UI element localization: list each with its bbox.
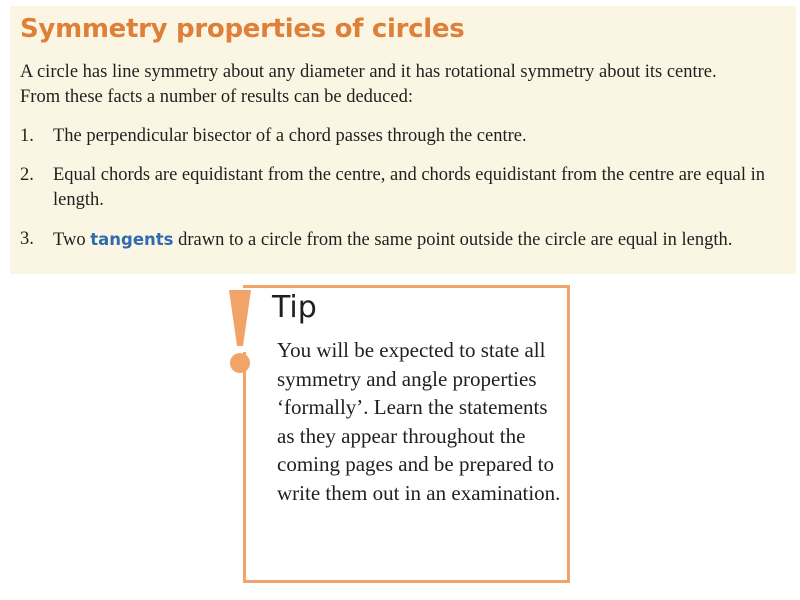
tip-text: You will be expected to state all symmetry and angle properties ‘formally’. Learn the statements as they appear throughout the coming pages and be prepared to write them out in an examination. [277, 338, 561, 505]
results-list [20, 124, 790, 267]
exclamation-icon [220, 288, 260, 388]
intro-line-1: A circle has line symmetry about any diameter and it has rotational symmetry about its centre. [20, 62, 717, 82]
list-item-text-after: drawn to a circle from the same point outside the circle are equal in length. [173, 230, 733, 250]
list-item [20, 124, 790, 149]
list-item-text: Equal chords are equidistant from the centre, and chords equidistant from the centre are equal in length. [53, 165, 765, 210]
keyword-tangents: tangents [90, 230, 174, 249]
intro-line-2: From these facts a number of results can be deduced: [20, 87, 413, 107]
list-item-number: 1. [20, 126, 34, 146]
list-item-text-before: Two [53, 230, 91, 250]
list-item-number: 2. [20, 165, 34, 185]
tip-title: Tip [272, 290, 317, 325]
intro-paragraph [20, 60, 790, 110]
section-heading: Symmetry properties of circles [20, 14, 465, 44]
list-item-text: The perpendicular bisector of a chord passes through the centre. [53, 126, 527, 146]
list-item [20, 163, 790, 213]
list-item [20, 227, 790, 253]
list-item-number: 3. [20, 229, 34, 249]
